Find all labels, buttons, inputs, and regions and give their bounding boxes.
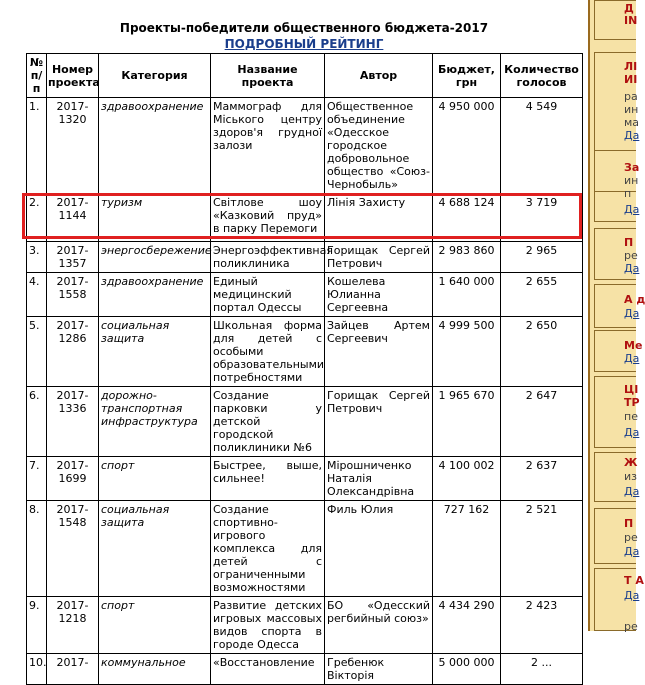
project-name: Единый медицинский портал Одессы: [211, 273, 325, 317]
sidebar-news-text[interactable]: А д: [624, 293, 645, 306]
project-name: «Восстановление: [211, 654, 325, 685]
row-number: 5.: [27, 317, 47, 387]
project-id: 2017-1548: [47, 501, 99, 597]
projects-table: [26, 53, 583, 685]
project-category: здравоохранение: [99, 273, 211, 317]
project-votes: 3 719: [501, 194, 583, 242]
project-author: Лінія Захисту: [325, 194, 433, 242]
right-sidebar: [588, 0, 645, 633]
col-header-votes: Количество голосов: [501, 54, 583, 98]
project-id: 2017-: [47, 654, 99, 685]
project-votes: 2 637: [501, 457, 583, 501]
table-row: [27, 597, 583, 654]
project-category: коммунальное: [99, 654, 211, 685]
sidebar-news-text: из: [624, 470, 637, 483]
row-number: 8.: [27, 501, 47, 597]
table-row: [27, 317, 583, 387]
project-budget: 4 950 000: [433, 98, 501, 194]
page-title: Проекты-победители общественного бюджета-2017: [119, 21, 489, 35]
sidebar-more-link[interactable]: Да: [624, 262, 640, 275]
project-budget: 4 434 290: [433, 597, 501, 654]
sidebar-news-text[interactable]: ЦІ: [624, 383, 639, 396]
sidebar-more-link[interactable]: Да: [624, 485, 640, 498]
sidebar-more-link[interactable]: Да: [624, 129, 640, 142]
project-name: Развитие детских игровых массовых видов спорта в городе Одесса: [211, 597, 325, 654]
table-row: [27, 457, 583, 501]
project-votes: 4 549: [501, 98, 583, 194]
row-number: 7.: [27, 457, 47, 501]
col-header-category: Категория: [99, 54, 211, 98]
row-number: 3.: [27, 242, 47, 273]
sidebar-more-link[interactable]: Да: [624, 307, 640, 320]
project-votes: 2 521: [501, 501, 583, 597]
project-id: 2017-1558: [47, 273, 99, 317]
sidebar-news-text: ре: [624, 620, 638, 633]
project-name: Маммограф для Міського центру здоров'я грудної залози: [211, 98, 325, 194]
table-row: [27, 194, 583, 242]
sidebar-news-text: ра: [624, 90, 638, 103]
sidebar-news-card: [594, 284, 636, 328]
project-name: Создание спортивно-игрового комплекса для детей с ограниченными возможностями: [211, 501, 325, 597]
sidebar-more-link[interactable]: Да: [624, 589, 640, 602]
project-category: социальная защита: [99, 317, 211, 387]
project-votes: 2 647: [501, 387, 583, 457]
table-row: [27, 501, 583, 597]
project-budget: 4 999 500: [433, 317, 501, 387]
project-votes: 2 655: [501, 273, 583, 317]
project-id: 2017-1218: [47, 597, 99, 654]
project-category: энергосбережение: [99, 242, 211, 273]
project-author: Кошелева Юлианна Сергеевна: [325, 273, 433, 317]
col-header-id: Номер проекта: [47, 54, 99, 98]
col-header-author: Автор: [325, 54, 433, 98]
table-header-row: [27, 54, 583, 98]
sidebar-news-text: ре: [624, 249, 638, 262]
table-row: [27, 654, 583, 685]
table-row: [27, 273, 583, 317]
sidebar-news-text: ин: [624, 174, 639, 187]
project-author: Гребенюк Вікторія: [325, 654, 433, 685]
sidebar-more-link[interactable]: Да: [624, 203, 640, 216]
project-category: спорт: [99, 597, 211, 654]
project-name: Создание парковки у детской городской поликлиники №6: [211, 387, 325, 457]
project-id: 2017-1320: [47, 98, 99, 194]
project-id: 2017-1699: [47, 457, 99, 501]
project-name: Энергоэффективная поликлиника: [211, 242, 325, 273]
sidebar-news-text[interactable]: Т А: [624, 574, 644, 587]
row-number: 4.: [27, 273, 47, 317]
sidebar-news-text: п: [624, 187, 632, 200]
sidebar-news-text: пе: [624, 410, 638, 423]
sidebar-news-text: ре: [624, 531, 638, 544]
sidebar-divider: [588, 0, 590, 631]
row-number: 9.: [27, 597, 47, 654]
project-budget: 4 100 002: [433, 457, 501, 501]
project-id: 2017-1336: [47, 387, 99, 457]
project-author: БО «Одесский регбийный союз»: [325, 597, 433, 654]
project-category: туризм: [99, 194, 211, 242]
table-row: [27, 98, 583, 194]
project-name: Быстрее, выше, сильнее!: [211, 457, 325, 501]
project-category: социальная защита: [99, 501, 211, 597]
col-header-name: Название проекта: [211, 54, 325, 98]
sidebar-news-text[interactable]: П: [624, 517, 634, 530]
project-budget: 727 162: [433, 501, 501, 597]
table-row: [27, 242, 583, 273]
table-row: [27, 387, 583, 457]
rating-link-container: [0, 37, 608, 51]
project-author: Филь Юлия: [325, 501, 433, 597]
sidebar-news-text[interactable]: Ме: [624, 339, 643, 352]
project-budget: 2 983 860: [433, 242, 501, 273]
project-name: Світлове шоу «Казковий пруд» в парку Перемоги: [211, 194, 325, 242]
project-category: спорт: [99, 457, 211, 501]
project-budget: 4 688 124: [433, 194, 501, 242]
sidebar-news-text[interactable]: П: [624, 236, 634, 249]
detailed-rating-link[interactable]: ПОДРОБНЫЙ РЕЙТИНГ: [224, 37, 384, 51]
project-votes: 2 650: [501, 317, 583, 387]
sidebar-more-link[interactable]: Да: [624, 352, 640, 365]
project-category: здравоохранение: [99, 98, 211, 194]
project-id: 2017-1144: [47, 194, 99, 242]
sidebar-news-text[interactable]: ЛІ: [624, 60, 638, 73]
sidebar-news-text[interactable]: IN: [624, 14, 638, 27]
sidebar-more-link[interactable]: Да: [624, 426, 640, 439]
sidebar-more-link[interactable]: Да: [624, 545, 640, 558]
project-budget: 1 965 670: [433, 387, 501, 457]
project-name: Школьная форма для детей с особыми образовательными потребностями: [211, 317, 325, 387]
sidebar-news-text[interactable]: Д: [624, 2, 634, 15]
row-number: 2.: [27, 194, 47, 242]
project-id: 2017-1357: [47, 242, 99, 273]
project-author: Горищак Сергей Петрович: [325, 387, 433, 457]
sidebar-news-text[interactable]: Ж: [624, 456, 638, 469]
col-header-budget: Бюджет, грн: [433, 54, 501, 98]
row-number: 10.: [27, 654, 47, 685]
sidebar-news-text: ма: [624, 116, 640, 129]
sidebar-news-text: ин: [624, 103, 639, 116]
project-author: Зайцев Артем Сергеевич: [325, 317, 433, 387]
sidebar-news-text[interactable]: За: [624, 161, 640, 174]
project-votes: 2 965: [501, 242, 583, 273]
row-number: 1.: [27, 98, 47, 194]
project-author: Горищак Сергей Петрович: [325, 242, 433, 273]
row-number: 6.: [27, 387, 47, 457]
project-category: дорожно-транспортная инфраструктура: [99, 387, 211, 457]
project-budget: 5 000 000: [433, 654, 501, 685]
project-id: 2017-1286: [47, 317, 99, 387]
project-votes: 2 ...: [501, 654, 583, 685]
project-author: Мірошниченко Наталія Олександрівна: [325, 457, 433, 501]
sidebar-news-text[interactable]: ТР: [624, 396, 640, 409]
col-header-num: № п/п: [27, 54, 47, 98]
project-votes: 2 423: [501, 597, 583, 654]
project-budget: 1 640 000: [433, 273, 501, 317]
sidebar-news-text[interactable]: ИІ: [624, 73, 638, 86]
project-author: Общественное объединение «Одесское городское добровольное общество «Союз-Чернобыль»: [325, 98, 433, 194]
